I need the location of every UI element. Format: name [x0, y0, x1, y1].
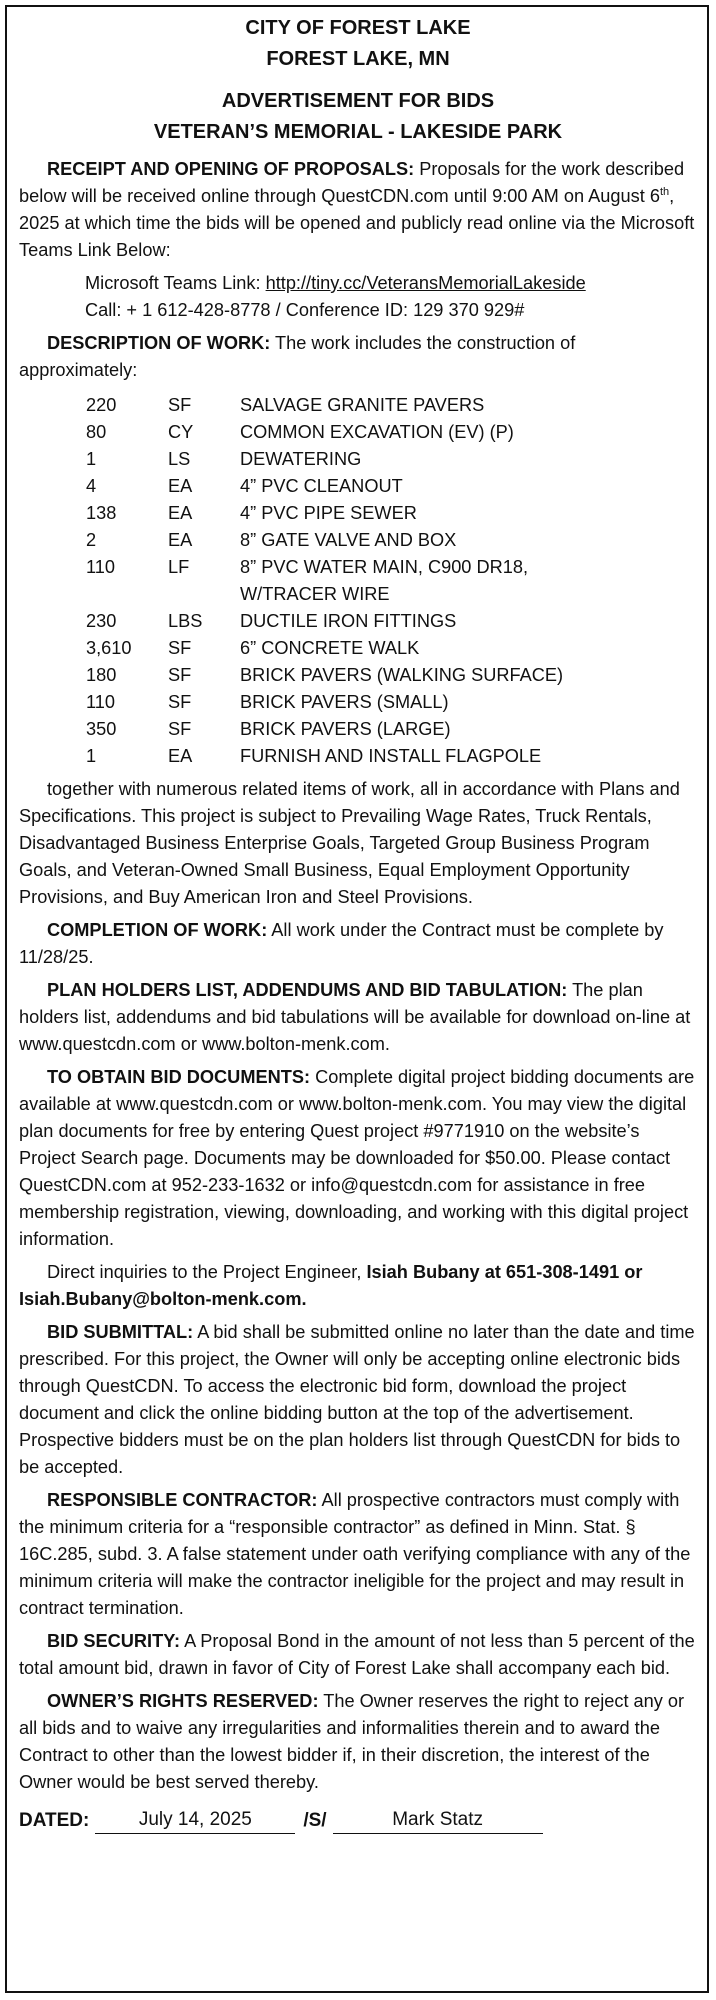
bid-security-heading: BID SECURITY: [47, 1631, 181, 1651]
work-item-description [240, 500, 563, 527]
work-item-description [240, 662, 563, 689]
responsible-contractor-text: All prospective contractors must comply with the minimum criteria for a “responsible contractor” as defined in Minn. Stat. § 16C.285, subd. 3. A false statement under oath verifying compliance with any of the minimum criteria will make the contractor ineligible for the project and may result in contract termination. [19, 1490, 691, 1618]
signature-date: July 14, 2025 [95, 1806, 295, 1834]
work-item-row [86, 554, 563, 608]
teams-link-label: Microsoft Teams Link: [85, 273, 266, 293]
work-item-description-line: BRICK PAVERS (SMALL) [240, 692, 449, 712]
work-item-description [240, 446, 563, 473]
work-item-unit: EA [168, 746, 193, 766]
work-item-unit: SF [168, 719, 192, 739]
work-item-row [86, 473, 563, 500]
signature-label: /S/ [303, 1810, 327, 1831]
work-item-unit: SF [168, 692, 192, 712]
work-item-description-line: BRICK PAVERS (WALKING SURFACE) [240, 665, 564, 685]
work-item-row [86, 527, 563, 554]
work-item-quantity: 1 [86, 746, 97, 766]
work-item-row [86, 662, 563, 689]
work-item-unit: SF [168, 395, 192, 415]
work-item-description-line: SALVAGE GRANITE PAVERS [240, 395, 485, 415]
bid-security-section [19, 1628, 697, 1682]
work-item-quantity: 4 [86, 476, 97, 496]
work-item-unit: SF [168, 665, 192, 685]
work-item-description-line: 4” PVC CLEANOUT [240, 476, 403, 496]
project-title: VETERAN’S MEMORIAL - LAKESIDE PARK [153, 121, 563, 143]
receipt-date-suffix: th [659, 185, 670, 198]
description-heading: DESCRIPTION OF WORK: [47, 333, 271, 353]
work-item-description [240, 554, 563, 608]
teams-link-line [85, 270, 697, 297]
completion-text: All work under the Contract must be complete by 11/28/25. [19, 920, 664, 967]
completion-section [19, 917, 697, 971]
bid-advertisement [5, 5, 709, 1993]
description-continued: together with numerous related items of work, all in accordance with Plans and Specifications. This project is subject to Prevailing Wage Rates, Truck Rentals, Disadvantaged Business Enterprise Goals, Targeted Group Business Program Goals, and Veteran-Owned Small Business, Equal Employment Opportunity Provisions, and Buy American Iron and Steel Provisions. [19, 779, 680, 907]
work-item-quantity: 350 [86, 719, 117, 739]
work-item-quantity: 110 [86, 692, 115, 712]
work-item-row [86, 392, 563, 419]
work-item-description-line: 8” PVC WATER MAIN, C900 DR18, [240, 557, 529, 577]
work-item-row [86, 419, 563, 446]
document-title: ADVERTISEMENT FOR BIDS [221, 90, 495, 112]
planholders-text: The plan holders list, addendums and bid tabulations will be available for download on-line at www.questcdn.com or www.bolton-menk.com. [19, 980, 691, 1054]
work-item-unit: LBS [168, 611, 203, 631]
signature-line [19, 1806, 697, 1834]
inquiries-section [19, 1259, 697, 1313]
work-item-description-line: 4” PVC PIPE SEWER [240, 503, 417, 523]
work-item-description [240, 473, 563, 500]
work-item-description-line: BRICK PAVERS (LARGE) [240, 719, 451, 739]
signer-name: Mark Statz [333, 1806, 543, 1834]
owners-rights-section [19, 1688, 697, 1796]
work-item-row [86, 743, 563, 770]
work-item-description-line: FURNISH AND INSTALL FLAGPOLE [240, 746, 542, 766]
work-item-row [86, 446, 563, 473]
work-item-description-line: 8” GATE VALVE AND BOX [240, 530, 457, 550]
teams-link[interactable]: http://tiny.cc/VeteransMemorialLakeside [265, 273, 586, 293]
work-item-quantity: 220 [86, 395, 117, 415]
engineer-contact: Isiah Bubany at 651-308-1491 or Isiah.Bubany@bolton-menk.com. [19, 1262, 643, 1309]
planholders-heading: PLAN HOLDERS LIST, ADDENDUMS AND BID TABULATION: [47, 980, 568, 1000]
receipt-section [19, 156, 697, 264]
work-item-quantity: 110 [86, 557, 115, 577]
work-item-quantity: 1 [86, 449, 97, 469]
work-item-quantity: 138 [86, 503, 117, 523]
work-item-row [86, 716, 563, 743]
work-items-table [86, 392, 563, 770]
responsible-contractor-heading: RESPONSIBLE CONTRACTOR: [47, 1490, 318, 1510]
description-text: The work includes the construction of approximately: [19, 333, 576, 380]
work-item-unit: CY [168, 422, 194, 442]
work-item-quantity: 180 [86, 665, 117, 685]
obtain-documents-text: Complete digital project bidding documents are available at www.questcdn.com or www.bolton-menk.com. You may view the digital plan documents for free by entering Quest project #9771910 on the website’s Project Search page. Documents may be downloaded for $50.00. Please contact QuestCDN.com at 952-233-1632 or info@questcdn.com for assistance in free membership registration, viewing, downloading, and working with this digital project information. [19, 1067, 695, 1249]
work-item-description-line: DEWATERING [240, 449, 362, 469]
owners-rights-heading: OWNER’S RIGHTS RESERVED: [47, 1691, 319, 1711]
work-item-description [240, 419, 563, 446]
obtain-documents-heading: TO OBTAIN BID DOCUMENTS: [47, 1067, 311, 1087]
work-item-description-line: DUCTILE IRON FITTINGS [240, 611, 457, 631]
dated-label: DATED: [19, 1810, 90, 1831]
owners-rights-text: The Owner reserves the right to reject any or all bids and to waive any irregularities and informalities therein and to award the Contract to other than the lowest bidder if, in their discretion, the interest of the Owner would be best served thereby. [19, 1691, 685, 1792]
work-item-description [240, 527, 563, 554]
bid-submittal-section [19, 1319, 697, 1481]
work-item-description [240, 743, 563, 770]
description-section [19, 330, 697, 384]
conference-call-line: Call: + 1 612-428-8778 / Conference ID: 129 370 929# [85, 300, 525, 320]
work-item-description-line: 6” CONCRETE WALK [240, 638, 420, 658]
bid-security-text: A Proposal Bond in the amount of not less than 5 percent of the total amount bid, drawn in favor of City of Forest Lake shall accompany each bid. [19, 1631, 695, 1678]
work-item-unit: EA [168, 476, 193, 496]
work-item-unit: SF [168, 638, 192, 658]
obtain-documents-section [19, 1064, 697, 1253]
work-item-row [86, 689, 563, 716]
receipt-text-b: , 2025 at which time the bids will be opened and publicly read online via the Microsoft Teams Link Below: [19, 186, 695, 260]
bid-submittal-heading: BID SUBMITTAL: [47, 1322, 194, 1342]
work-item-quantity: 2 [86, 530, 97, 550]
inquiries-text: Direct inquiries to the Project Engineer, [47, 1262, 367, 1282]
work-item-description [240, 635, 563, 662]
city-name: CITY OF FOREST LAKE [245, 17, 471, 39]
work-item-unit: LS [168, 449, 191, 469]
work-item-quantity: 3,610 [86, 638, 132, 658]
work-item-description-line: W/TRACER WIRE [240, 584, 390, 604]
responsible-contractor-section [19, 1487, 697, 1622]
work-item-quantity: 80 [86, 422, 107, 442]
receipt-text-a: Proposals for the work described below will be received online through QuestCDN.com until 9:00 AM on August 6 [19, 159, 685, 206]
work-item-description [240, 392, 563, 419]
work-item-unit: LF [168, 557, 190, 577]
teams-info [85, 270, 697, 324]
bid-submittal-text: A bid shall be submitted online no later than the date and time prescribed. For this project, the Owner will only be accepting online electronic bids through QuestCDN. To access the electronic bid form, download the project document and click the online bidding button at the top of the advertisement. Prospective bidders must be on the plan holders list through QuestCDN for bids to be accepted. [19, 1322, 695, 1477]
work-item-description [240, 689, 563, 716]
receipt-heading: RECEIPT AND OPENING OF PROPOSALS: [47, 159, 415, 179]
planholders-section [19, 977, 697, 1058]
work-item-description [240, 608, 563, 635]
work-item-description [240, 716, 563, 743]
work-item-description-line: COMMON EXCAVATION (EV) (P) [240, 422, 514, 442]
work-item-row [86, 635, 563, 662]
work-item-quantity: 230 [86, 611, 117, 631]
city-location: FOREST LAKE, MN [266, 48, 450, 70]
work-item-unit: EA [168, 503, 193, 523]
work-item-row [86, 608, 563, 635]
work-item-unit: EA [168, 530, 193, 550]
completion-heading: COMPLETION OF WORK: [47, 920, 268, 940]
work-item-row [86, 500, 563, 527]
